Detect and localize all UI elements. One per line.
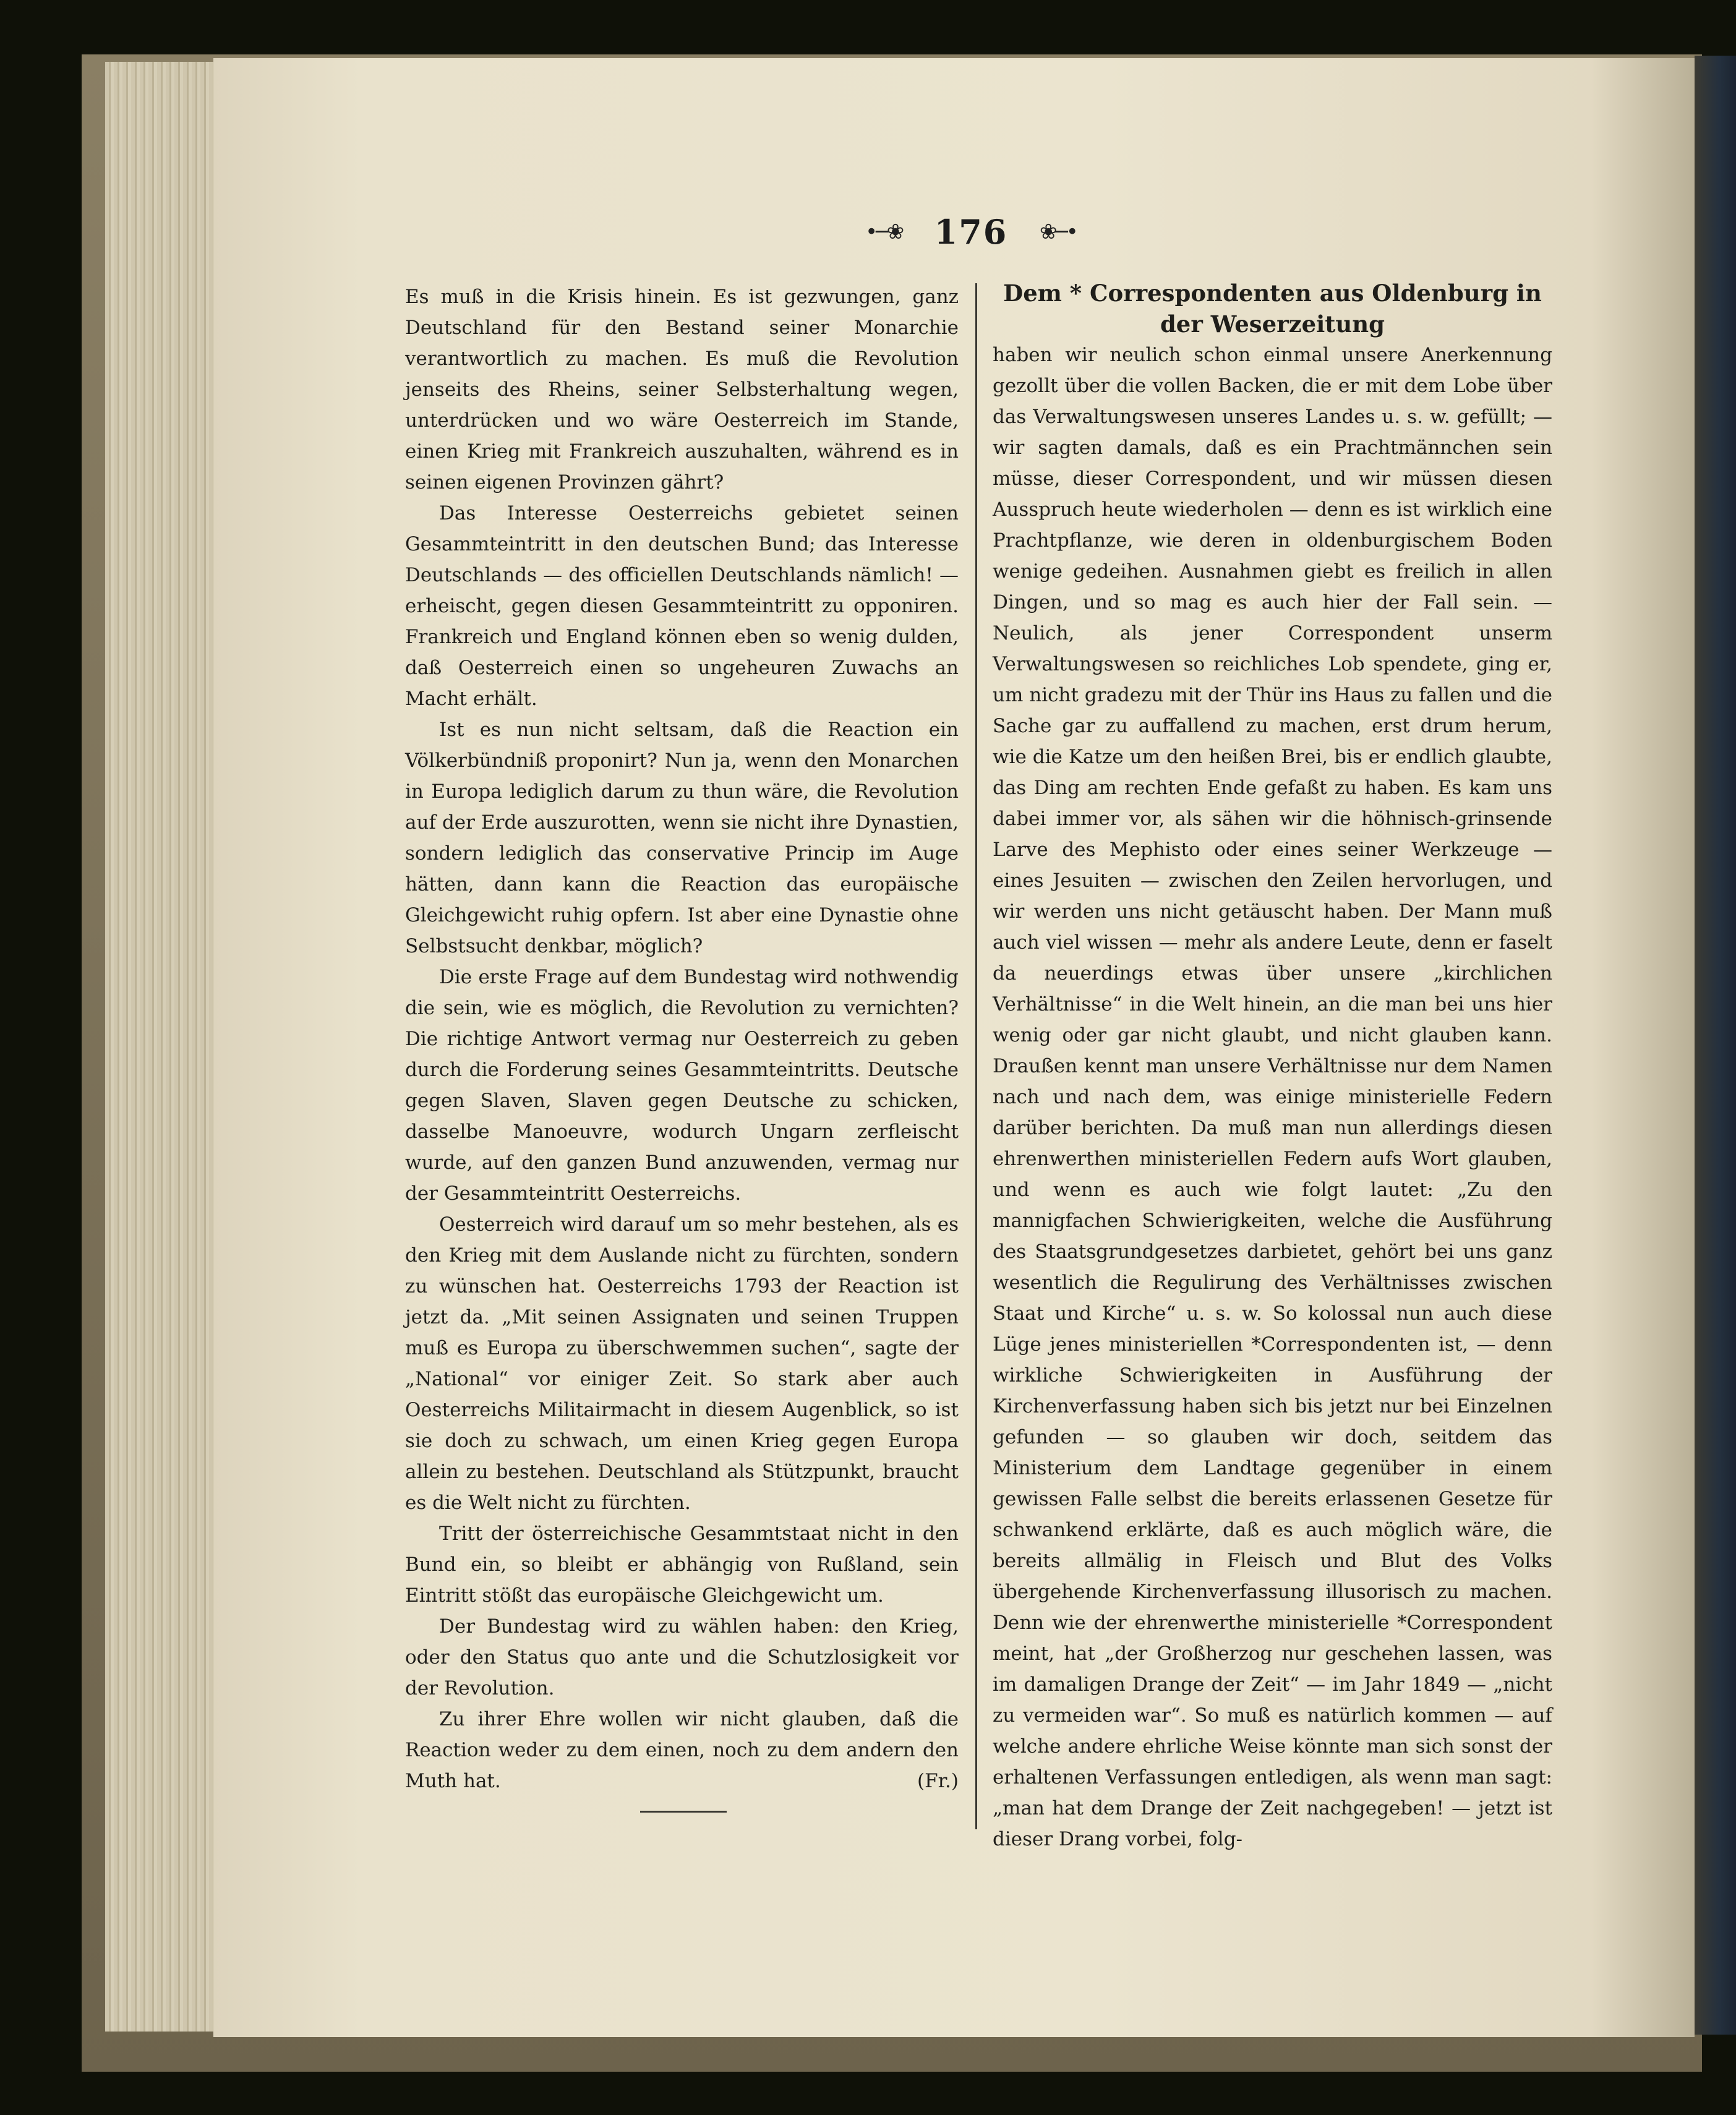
paragraph: Es muß in die Krisis hinein. Es ist gezwungen, ganz Deutschland für den Bestand seiner Monarchie verantwortlich zu machen. Es muß die Revolution jenseits des Rheins, seiner Selbsterhaltung wegen, unterdrücken und wo wäre Oesterreich im Stande, einen Krieg mit Frankreich auszuhalten, während es in seinen eigenen Provinzen gährt? bbox=[405, 286, 959, 494]
page-number: 176 bbox=[934, 212, 1008, 252]
paragraph: Tritt der österreichische Gesammtstaat nicht in den Bund ein, so bleibt er abhängig von Rußland, sein Eintritt stößt das europäische Gleichgewicht um. bbox=[405, 1523, 959, 1607]
article-title: Dem * Correspondenten aus Oldenburg in der Weserzeitung bbox=[1003, 280, 1542, 338]
left-column bbox=[405, 281, 959, 1797]
right-ornament-icon: ❀─• bbox=[1039, 220, 1077, 244]
paragraph: Der Bundestag wird zu wählen haben: den Krieg, oder den Status quo ante und die Schutzlosigkeit vor der Revolution. bbox=[405, 1615, 959, 1699]
right-column bbox=[993, 281, 1552, 1855]
page-header bbox=[823, 210, 1119, 254]
paragraph: Die erste Frage auf dem Bundestag wird nothwendig die sein, wie es möglich, die Revolution zu vernichten? Die richtige Antwort vermag nur Oesterreich zu geben durch die Forderung seines Gesammteintritts. Deutsche gegen Slaven, Slaven gegen Deutsche zu schicken, dasselbe Manoeuvre, wodurch Ungarn zerfleischt wurde, auf den ganzen Bund anzuwenden, vermag nur der Gesammteintritt Oesterreichs. bbox=[405, 966, 959, 1205]
paragraph: Oesterreich wird darauf um so mehr bestehen, als es den Krieg mit dem Auslande nicht zu fürchten, sondern zu wünschen hat. Oesterreichs 1793 der Reaction ist jetzt da. „Mit seinen Assignaten und seinen Truppen muß es Europa zu überschwemmen suchen“, sagte der „National“ vor einiger Zeit. So stark aber auch Oesterreichs Militairmacht in diesem Augenblick, so ist sie doch zu schwach, um einen Krieg gegen Europa allein zu bestehen. Deutschland als Stützpunkt, braucht es die Welt nicht zu fürchten. bbox=[405, 1213, 959, 1514]
book-spine bbox=[1695, 56, 1736, 2035]
article-end-rule bbox=[640, 1811, 727, 1813]
page-block-edge bbox=[105, 62, 213, 2032]
paragraph bbox=[405, 1704, 959, 1797]
paragraph-text: Zu ihrer Ehre wollen wir nicht glauben, daß die Reaction weder zu dem einen, noch zu dem andern den Muth hat. bbox=[405, 1708, 959, 1792]
author-signature: (Fr.) bbox=[917, 1770, 959, 1792]
paragraph: Ist es nun nicht seltsam, daß die Reaction ein Völkerbündniß proponirt? Nun ja, wenn den Monarchen in Europa lediglich darum zu thun wäre, die Revolution auf der Erde auszurotten, wenn sie nicht ihre Dynastien, sondern lediglich das conservative Princip im Auge hätten, dann kann die Reaction das europäische Gleichgewicht ruhig opfern. Ist aber eine Dynastie ohne Selbstsucht denkbar, möglich? bbox=[405, 719, 959, 957]
paragraph: Das Interesse Oesterreichs gebietet seinen Gesammteintritt in den deutschen Bund; das Interesse Deutschlands — des officiellen Deutschlands nämlich! — erheischt, gegen diesen Gesammteintritt zu opponiren. Frankreich und England können eben so wenig dulden, daß Oesterreich einen so ungeheuren Zuwachs an Macht erhält. bbox=[405, 502, 959, 710]
article-body: haben wir neulich schon einmal unsere Anerkennung gezollt über die vollen Backen, die er mit dem Lobe über das Verwaltungswesen unseres Landes u. s. w. gefüllt; — wir sagten damals, daß es ein Prachtmännchen sein müsse, dieser Correspondent, und wir müssen diesen Ausspruch heute wiederholen — denn es ist wirklich eine Prachtpflanze, wie deren in oldenburgischem Boden wenige gedeihen. Ausnahmen giebt es freilich in allen Dingen, und so mag es auch hier der Fall sein. — Neulich, als jener Correspondent unserm Verwaltungswesen so reichliches Lob spendete, ging er, um nicht gradezu mit der Thür ins Haus zu fallen und die Sache gar zu auffallend zu machen, erst drum herum, wie die Katze um den heißen Brei, bis er endlich glaubte, das Ding am rechten Ende gefaßt zu haben. Es kam uns dabei immer vor, als sähen wir die höhnisch-grinsende Larve des Mephisto oder eines seiner Werkzeuge — eines Jesuiten — zwischen den Zeilen hervorlugen, und wir werden uns nicht getäuscht haben. Der Mann muß auch viel wissen — mehr als andere Leute, denn er faselt da neuerdings etwas über unsere „kirchlichen Verhältnisse“ in die Welt hinein, an die man bei uns hier wenig oder gar nicht glaubt, und nicht glauben kann. Draußen kennt man unsere Verhältnisse nur dem Namen nach und nach dem, was einige ministerielle Federn darüber berichten. Da muß man nun allerdings diesen ehrenwerthen ministeriellen Federn aufs Wort glauben, und wenn es auch wie folgt lautet: „Zu den mannigfachen Schwierigkeiten, welche die Ausführung des Staatsgrundgesetzes darbietet, gehört bei uns ganz wesentlich die Regulirung des Verhältnisses zwischen Staat und Kirche“ u. s. w. So kolossal nun auch diese Lüge jenes ministeriellen *Correspondenten ist, — denn wirkliche Schwierigkeiten in Ausführung der Kirchenverfassung haben sich bis jetzt nur bei Einzelnen gefunden — so glauben wir doch, seitdem das Ministerium dem Landtage gegenüber in einem gewissen Falle selbst die bereits erlassenen Gesetze für schwankend erklärte, daß es auch möglich wäre, die bereits allmälig in Fleisch und Blut des Volks übergehende Kirchenverfassung illusorisch zu machen. Denn wie der ehrenwerthe ministerielle *Correspondent meint, hat „der Großherzog nur geschehen lassen, was im damaligen Drange der Zeit“ — im Jahr 1849 — „nicht zu vermeiden war“. So muß es natürlich kommen — auf welche andere ehrliche Weise könnte man sich sonst der erhaltenen Verfassungen entledigen, als wenn man sagt: „man hat dem Drange der Zeit nachgegeben! — jetzt ist dieser Drang vorbei, folg- bbox=[993, 344, 1552, 1850]
column-divider bbox=[975, 283, 977, 1829]
left-ornament-icon: •─❀ bbox=[865, 220, 903, 244]
